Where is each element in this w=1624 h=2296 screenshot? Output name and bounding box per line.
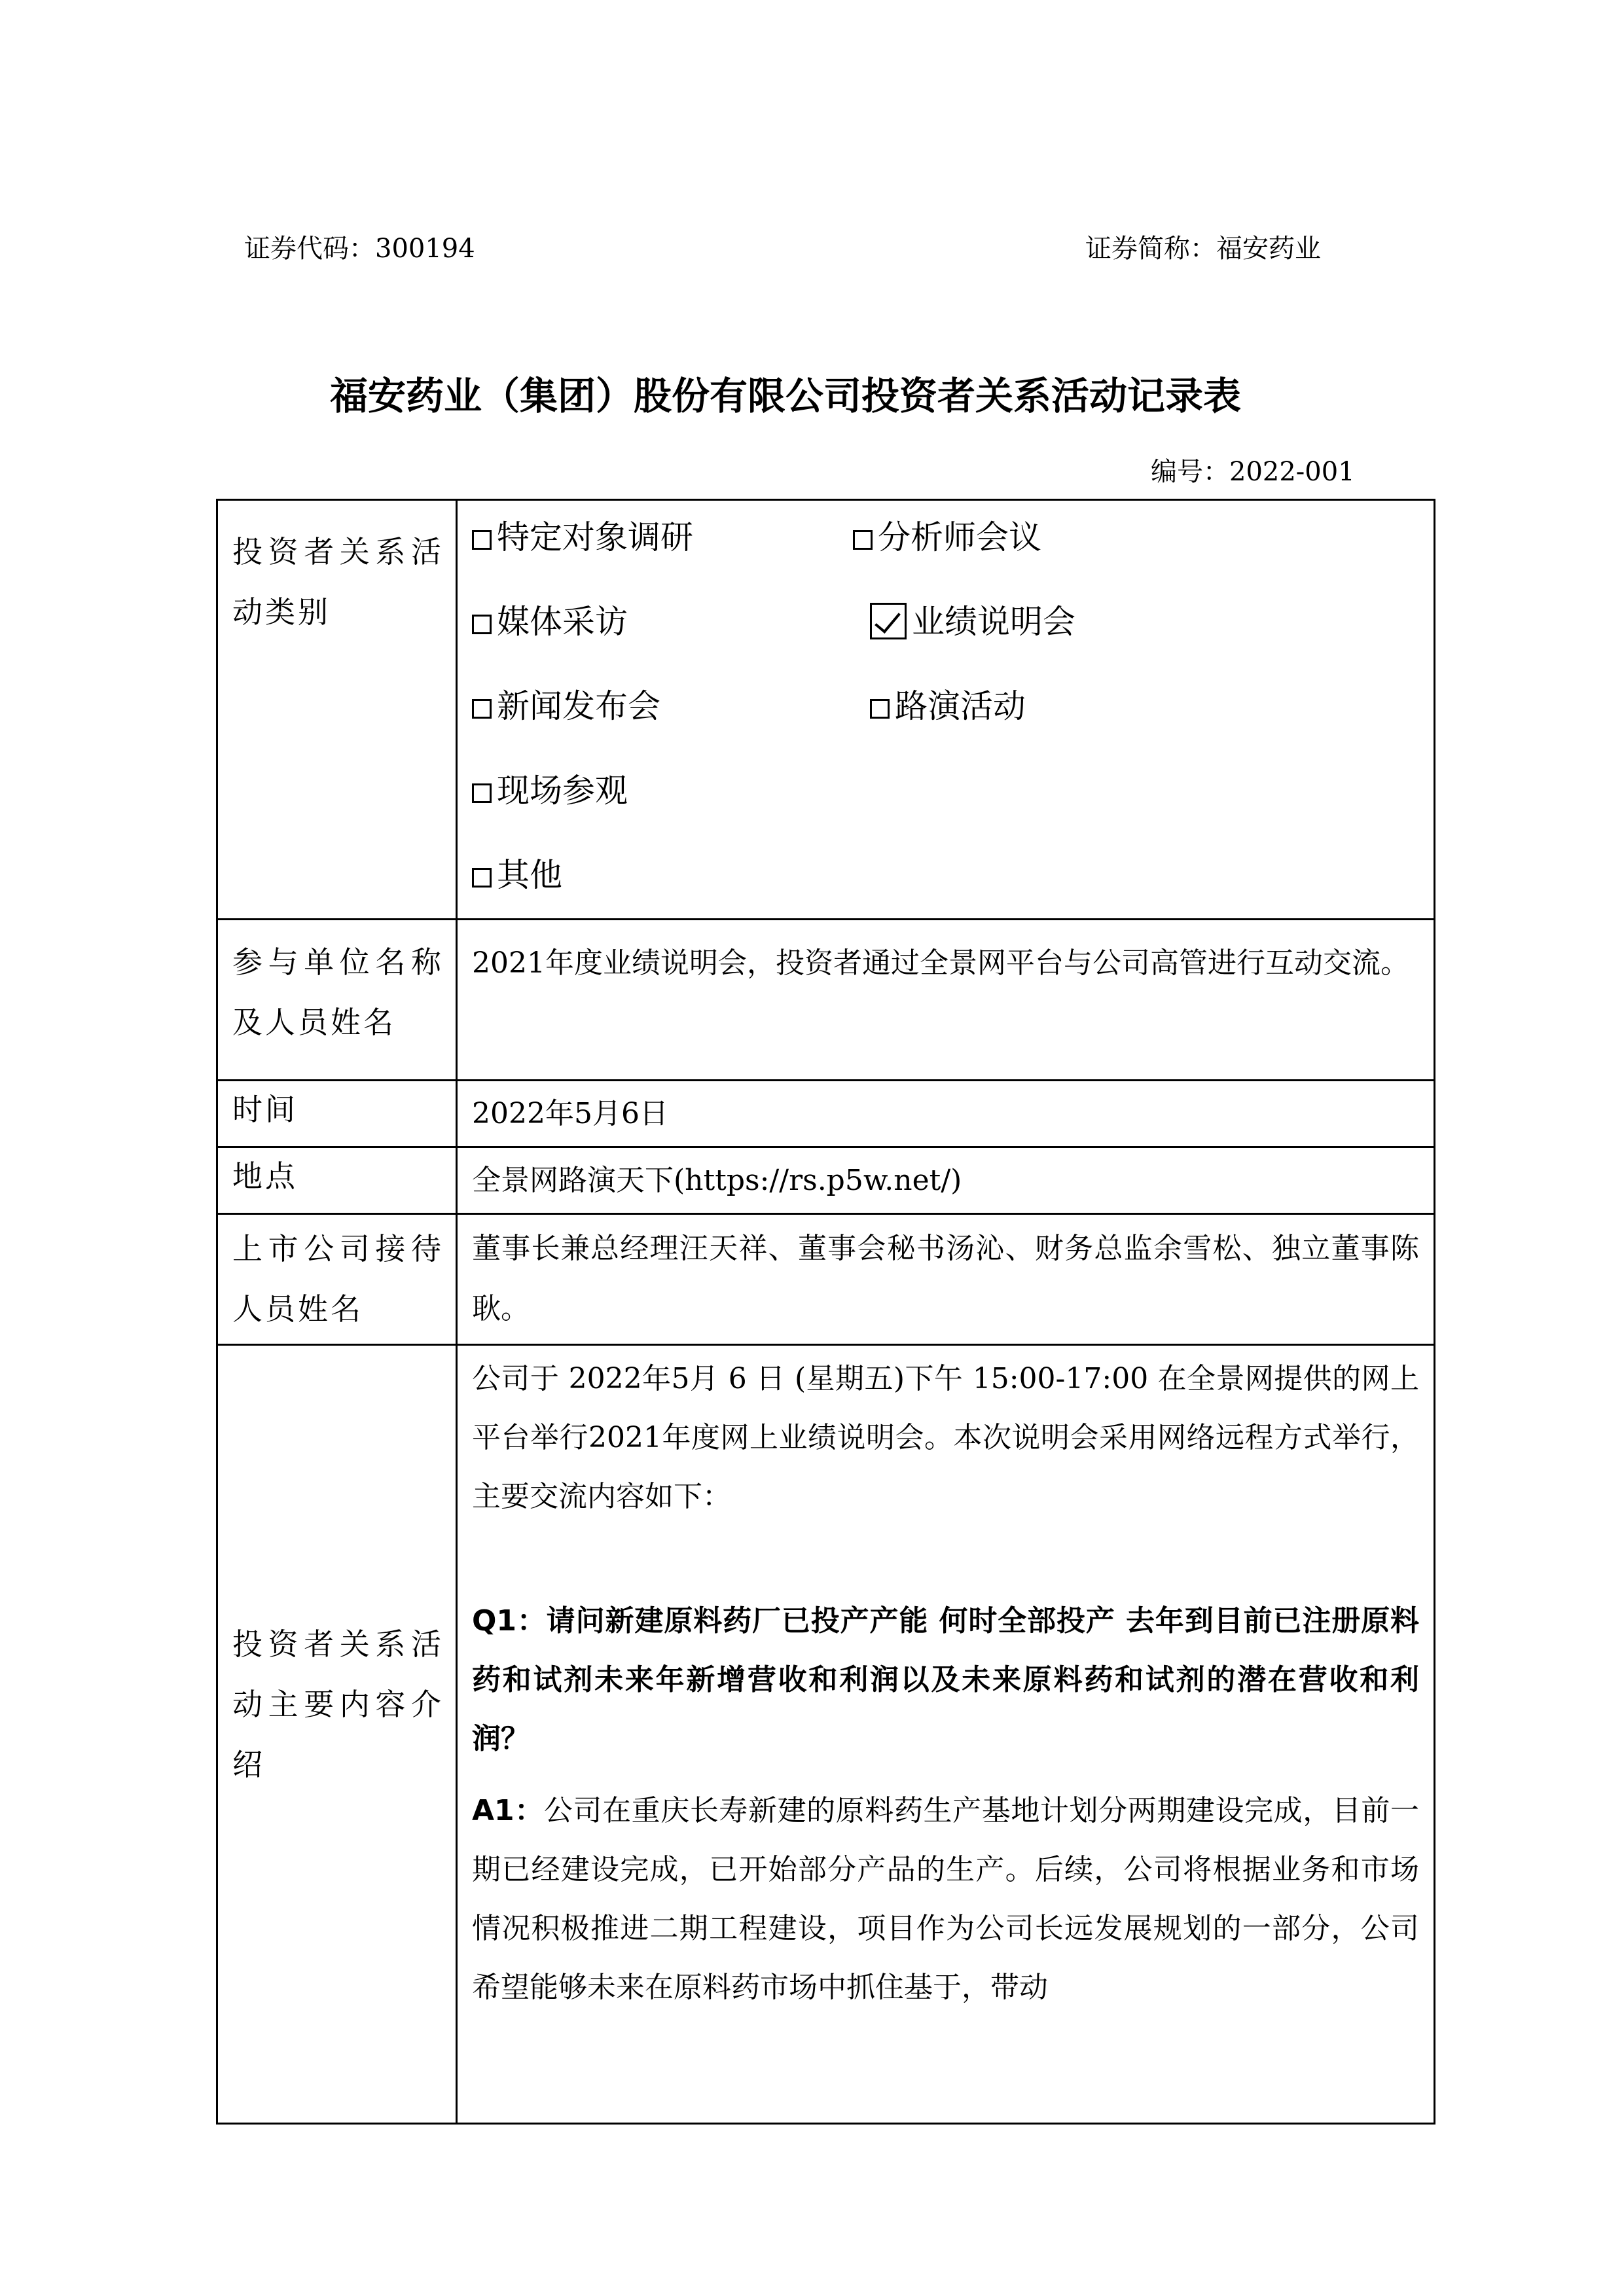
staff-label: 上市公司接待人员姓名: [232, 1231, 444, 1327]
checked-checkbox-icon[interactable]: [870, 603, 907, 639]
staff-label-cell: [217, 1214, 457, 1345]
table-row: [217, 1214, 1435, 1345]
time-value-cell: [457, 1081, 1435, 1147]
question-1-label: Q1：: [472, 1604, 547, 1638]
security-abbr-value: 福安药业: [1216, 234, 1321, 264]
option-earnings-briefing[interactable]: 业绩说明会: [870, 602, 1075, 641]
checkbox-icon[interactable]: [472, 783, 492, 803]
main-label: 投资者关系活动主要内容介绍: [232, 1626, 444, 1782]
participants-label: 参与单位名称及人员姓名: [232, 944, 444, 1040]
place-label: 地点: [232, 1158, 298, 1194]
security-abbr: [1085, 232, 1321, 265]
table-row: [217, 1147, 1435, 1214]
option-press-conference[interactable]: 新闻发布会: [472, 687, 660, 726]
table-row: [217, 920, 1435, 1081]
option-other[interactable]: 其他: [472, 855, 562, 895]
time-label-cell: [217, 1081, 457, 1147]
security-abbr-label: 证券简称：: [1085, 234, 1216, 264]
category-label-cell: [217, 500, 457, 920]
question-1-text: 请问新建原料药厂已投产产能 何时全部投产 去年到目前已注册原料药和试剂未来年新增营收和利润以及未来原料药和试剂的潜在营收和利润？: [472, 1604, 1419, 1755]
answer-1-label: A1：: [472, 1794, 544, 1827]
question-1: [472, 1592, 1419, 1768]
option-analyst-meeting[interactable]: 分析师会议: [853, 518, 1041, 557]
category-options: [458, 501, 1434, 918]
security-code-value: 300194: [375, 234, 475, 264]
participants-value: 2021年度业绩说明会，投资者通过全景网平台与公司高管进行互动交流。: [472, 946, 1409, 980]
answer-1-text: 公司在重庆长寿新建的原料药生产基地计划分两期建设完成，目前一期已经建设完成，已开始部分产品的生产。后续，公司将根据业务和市场情况积极推进二期工程建设，项目作为公司长远发展规划的一部分，公司希望能够未来在原料药市场中抓住基于，带动: [472, 1794, 1420, 2004]
paragraph-gap: [472, 1526, 1419, 1592]
table-row: [217, 500, 1435, 920]
option-roadshow[interactable]: 路演活动: [870, 687, 1026, 726]
main-content-cell: [457, 1345, 1435, 2124]
table-row: [217, 1081, 1435, 1147]
staff-value: 董事长兼总经理汪天祥、董事会秘书汤沁、财务总监余雪松、独立董事陈耿。: [472, 1232, 1419, 1325]
checkbox-icon[interactable]: [472, 615, 492, 634]
staff-value-cell: [457, 1214, 1435, 1345]
document-title: 福安药业（集团）股份有限公司投资者关系活动记录表: [329, 374, 1241, 418]
time-label: 时间: [232, 1092, 298, 1127]
record-table: [216, 499, 1435, 2125]
participants-label-cell: [217, 920, 457, 1081]
category-label: 投资者关系活动类别: [232, 534, 444, 630]
time-value: 2022年5月6日: [472, 1097, 668, 1130]
checkbox-icon[interactable]: [472, 530, 492, 550]
option-site-visit[interactable]: 现场参观: [472, 771, 628, 810]
checkbox-icon[interactable]: [853, 530, 873, 550]
main-content: [458, 1346, 1434, 2017]
checkbox-icon[interactable]: [472, 868, 492, 888]
answer-1: [472, 1782, 1419, 2017]
security-code: [244, 232, 475, 265]
checkbox-icon[interactable]: [870, 699, 890, 719]
place-value: 全景网路演天下(https://rs.p5w.net/): [472, 1164, 962, 1197]
option-media-interview[interactable]: 媒体采访: [472, 602, 628, 641]
category-options-cell: [457, 500, 1435, 920]
main-label-cell: [217, 1345, 457, 2124]
table-row: [217, 1345, 1435, 2124]
place-value-cell: [457, 1147, 1435, 1214]
participants-value-cell: [457, 920, 1435, 1081]
option-specific-research[interactable]: 特定对象调研: [472, 518, 693, 557]
paragraph-gap: [472, 1768, 1419, 1782]
security-code-label: 证券代码：: [244, 234, 375, 264]
intro-paragraph: 公司于 2022年5月 6 日 (星期五)下午 15:00-17:00 在全景网提供的网上平台举行2021年度网上业绩说明会。本次说明会采用网络远程方式举行，主要交流内容如下：: [472, 1362, 1419, 1513]
place-label-cell: [217, 1147, 457, 1214]
serial-number: 编号：2022-001: [1151, 457, 1355, 487]
checkbox-icon[interactable]: [472, 699, 492, 719]
